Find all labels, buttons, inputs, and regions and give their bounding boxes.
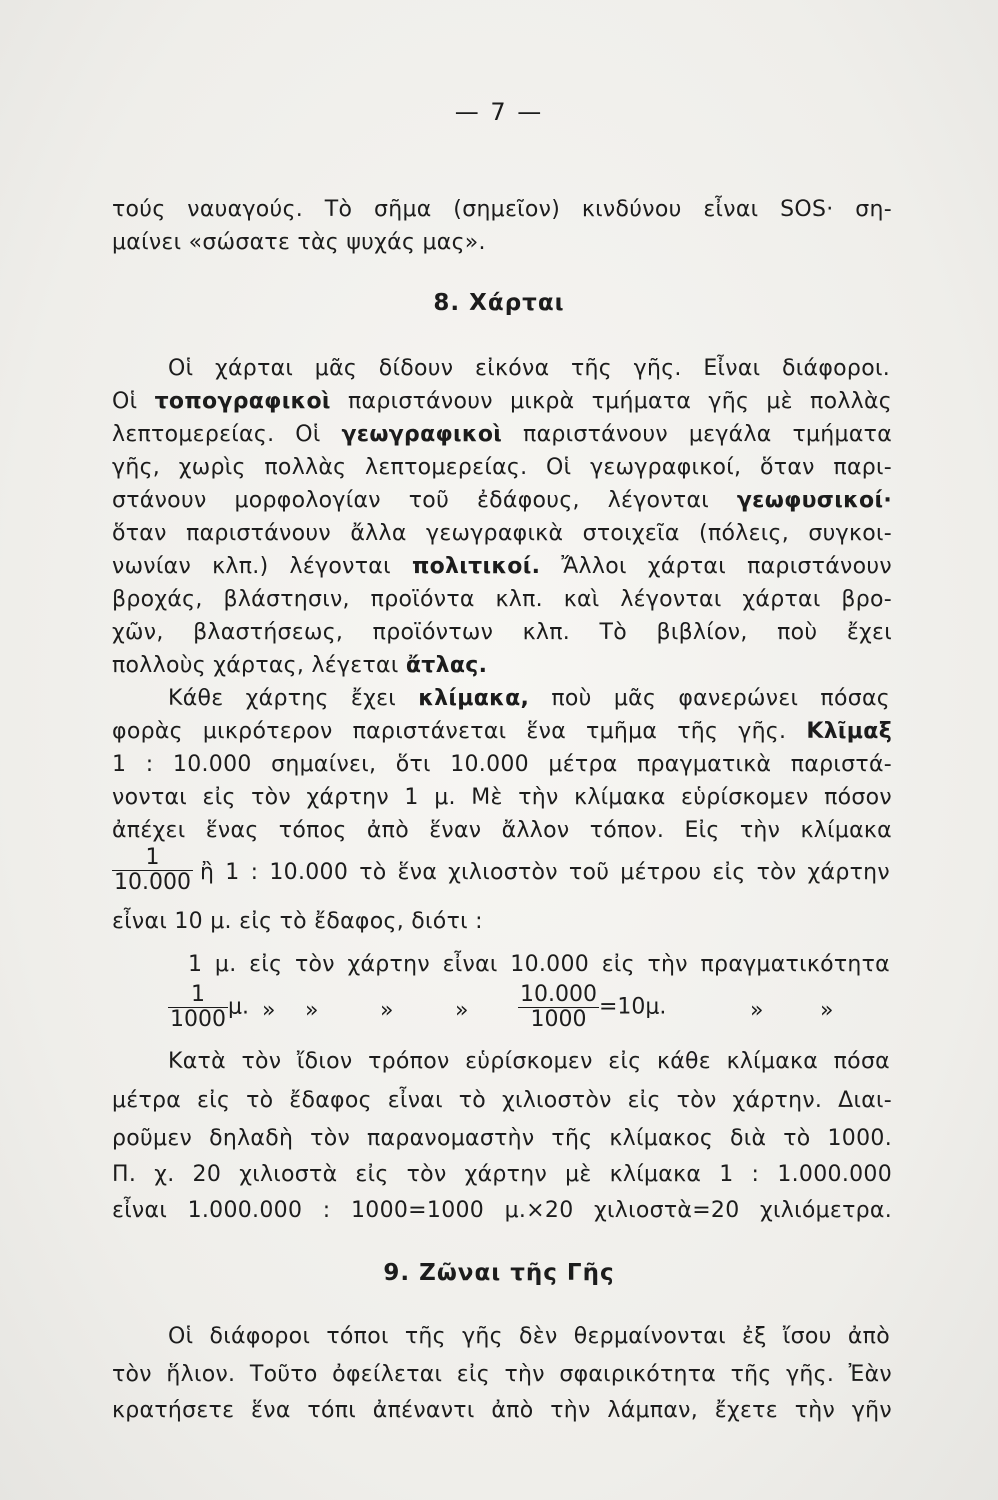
text-line: ὅταν παριστάνουν ἄλλα γεωγραφικὰ στοιχεῖα (πόλεις, συγκοι- [112,521,892,546]
text-line: στάνουν μορφολογίαν τοῦ ἐδάφους, λέγονται γεωφυσικοί· [112,488,892,513]
ditto-mark: » [750,998,764,1023]
text-line: γῆς, χωρὶς πολλὰς λεπτομερείας. Οἱ γεωγραφικοί, ὅταν παρι- [112,455,892,480]
text-line: εἶναι 10 μ. εἰς τὸ ἔδαφος, διότι : [112,909,483,934]
term-political: πολιτικοί. [411,554,541,579]
ditto-mark: » [380,998,394,1023]
text-line: χῶν, βλαστήσεως, προϊόντων κλπ. Τὸ βιβλίον, ποὺ ἔχει [112,620,892,645]
text-line: ροῦμεν δηλαδὴ τὸν παρανομαστὴν τῆς κλίμακος διὰ τὸ 1000. [112,1126,892,1151]
term-scale-noun: Κλῖμαξ [806,719,892,744]
ditto-mark: » [455,998,469,1023]
term-geographic: γεωγραφικοὶ [341,422,503,447]
text-line: νωνίαν κλπ.) λέγονται πολιτικοί. Ἄλλοι χάρται παριστάνουν [112,554,892,579]
section-heading-8: 8. Χάρται [433,290,565,316]
text-line: κρατήσετε ἕνα τόπι ἀπέναντι ἀπὸ τὴν λάμπαν, ἔχετε τὴν γῆν [112,1398,892,1423]
text-line: Οἱ τοπογραφικοὶ παριστάνουν μικρὰ τμήματα γῆς μὲ πολλὰς [112,389,892,414]
text-line: λεπτομερείας. Οἱ γεωγραφικοὶ παριστάνουν μεγάλα τμήματα [112,422,892,447]
text-line: εἶναι 1.000.000 : 1000=1000 μ.×20 χιλιοστὰ=20 χιλιόμετρα. [112,1198,892,1223]
term-scale: κλίμακα, [418,686,530,711]
text-line: ἢ 1 : 10.000 τὸ ἕνα χιλιοστὸν τοῦ μέτρου εἰς τὸν χάρτην [200,860,890,885]
text-line: τὸν ἥλιον. Τοῦτο ὀφείλεται εἰς τὴν σφαιρικότητα τῆς γῆς. Ἐὰν [112,1362,892,1387]
equation-fraction-1-1000: $\frac{1}{1000}$ μ. [170,982,249,1032]
text-line: τούς ναυαγούς. Τὸ σῆμα (σημεῖον) κινδύνου εἶναι SOS· ση- [112,197,892,222]
section-heading-9: 9. Ζῶναι τῆς Γῆς [383,1260,615,1286]
text-line: φορὰς μικρότερον παριστάνεται ἕνα τμῆμα τῆς γῆς. Κλῖμαξ [112,719,892,744]
term-geophysical: γεωφυσικοί· [736,488,892,513]
text-line: Οἱ διάφοροι τόποι τῆς γῆς δὲν θερμαίνονται ἐξ ἴσου ἀπὸ [168,1324,890,1349]
term-atlas: ἄτλας. [405,653,488,678]
text-line: 1 μ. εἰς τὸν χάρτην εἶναι 10.000 εἰς τὴν πραγματικότητα [188,952,890,977]
ditto-mark: » [820,998,834,1023]
text-line: νονται εἰς τὸν χάρτην 1 μ. Μὲ τὴν κλίμακα εὑρίσκομεν πόσον [112,785,892,810]
text-line: Π. χ. 20 χιλιοστὰ εἰς τὸν χάρτην μὲ κλίμακα 1 : 1.000.000 [112,1162,892,1187]
text-line: πολλοὺς χάρτας, λέγεται ἄτλας. [112,653,488,678]
text-line: ἀπέχει ἕνας τόπος ἀπὸ ἕναν ἄλλον τόπον. Εἰς τὴν κλίμακα [112,818,892,843]
page-number: — 7 — [454,98,544,126]
text-line: 1 : 10.000 σημαίνει, ὅτι 10.000 μέτρα πραγματικὰ παριστά- [112,752,892,777]
term-topographic: τοπογραφικοὶ [154,389,331,414]
text-line: Οἱ χάρται μᾶς δίδουν εἰκόνα τῆς γῆς. Εἶναι διάφοροι. [168,356,890,381]
text-line: Κατὰ τὸν ἴδιον τρόπον εὑρίσκομεν εἰς κάθε κλίμακα πόσα [168,1049,890,1074]
text-line: μαίνει «σώσατε τὰς ψυχάς μας». [112,230,486,255]
text-line: μέτρα εἰς τὸ ἔδαφος εἶναι τὸ χιλιοστὸν εἰς τὸν χάρτην. Διαι- [112,1088,892,1113]
fraction-1-10000: $\frac{1}{10.000}$ [114,845,191,895]
text-line: Κάθε χάρτης ἔχει κλίμακα, ποὺ μᾶς φανερώνει πόσας [168,686,890,711]
text-line: βροχάς, βλάστησιν, προϊόντα κλπ. καὶ λέγονται χάρται βρο- [112,587,892,612]
equation-fraction-10000-1000: $\frac{10.000}{1000}$ =10μ. [520,982,667,1032]
ditto-mark: » [305,998,319,1023]
ditto-mark: » [262,998,276,1023]
